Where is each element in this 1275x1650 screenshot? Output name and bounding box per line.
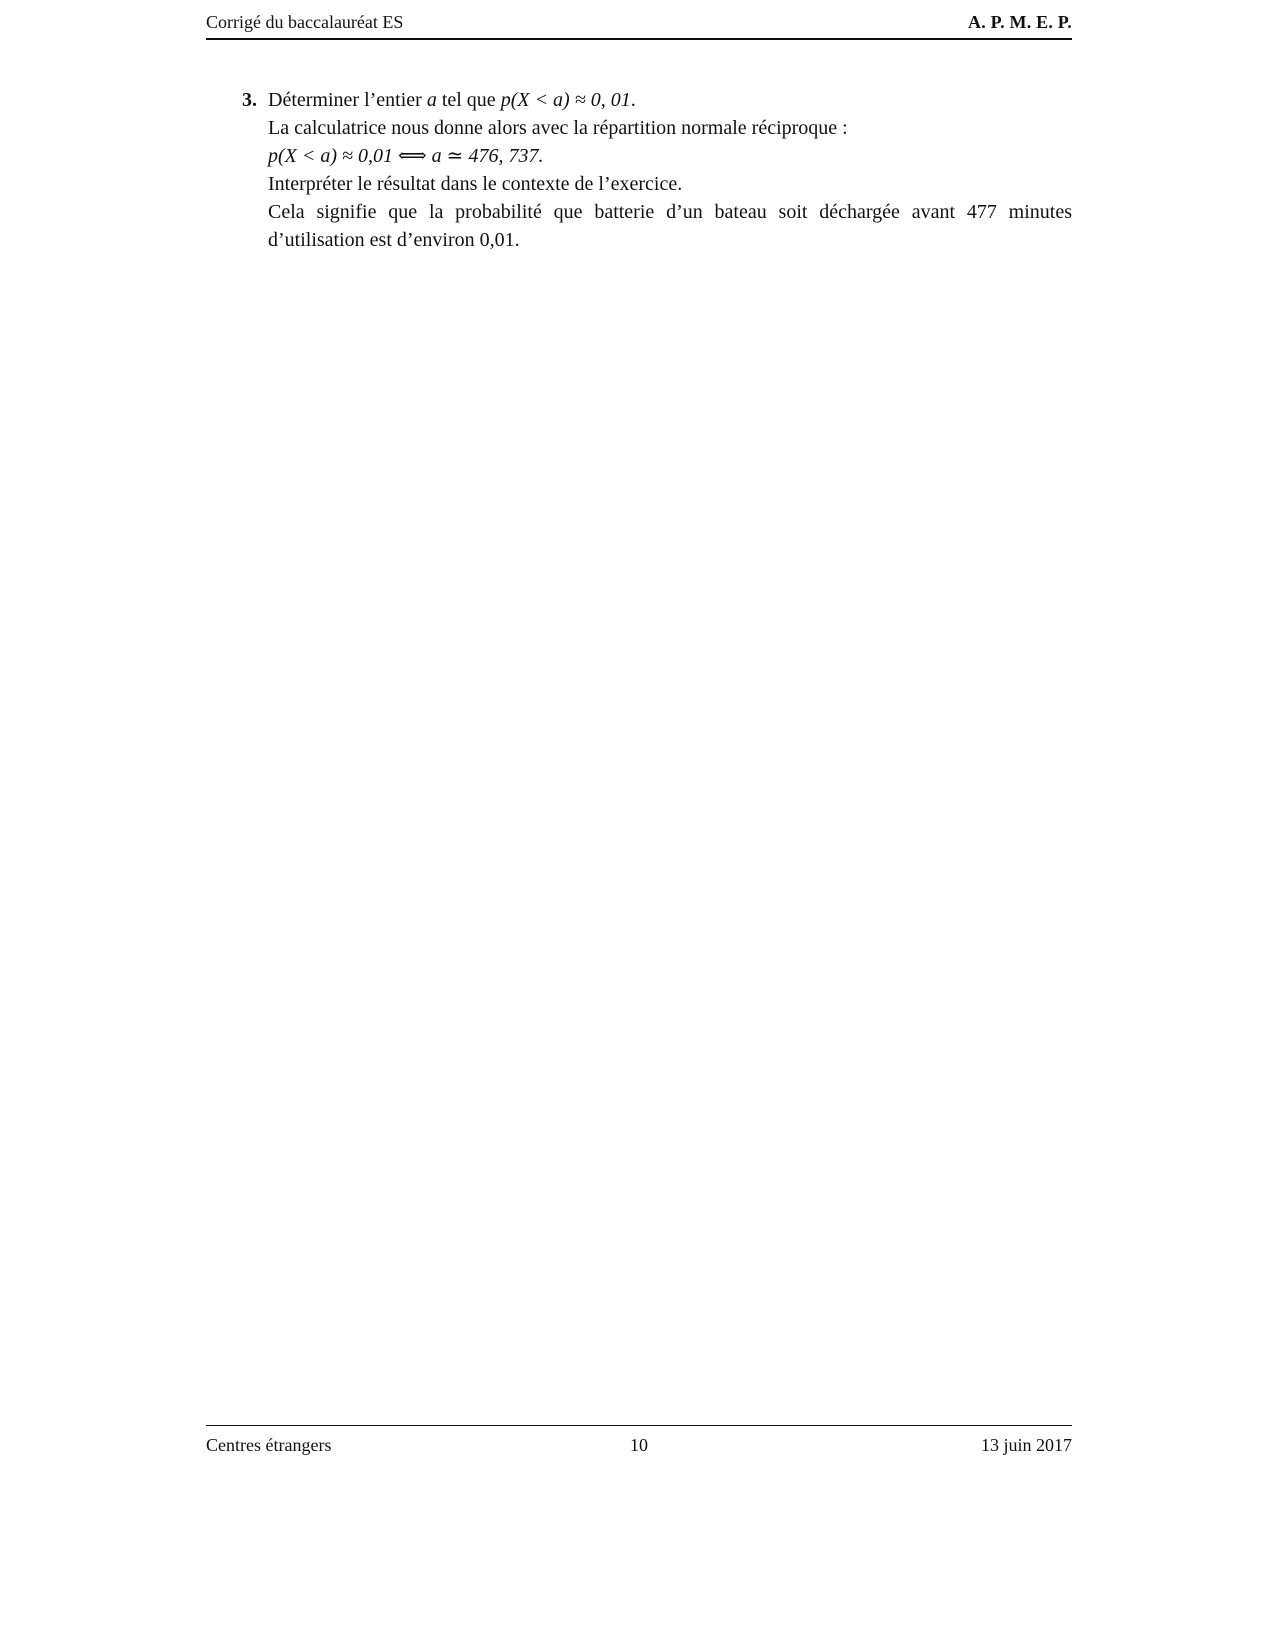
prompt-math: p(X < a) ≈ 0, 01 bbox=[500, 89, 631, 111]
header-organization: A. P. M. E. P. bbox=[968, 12, 1072, 32]
question-prompt bbox=[268, 86, 1072, 114]
footer-page-number: 10 bbox=[630, 1435, 648, 1455]
footer-date: 13 juin 2017 bbox=[980, 1435, 1072, 1455]
header-title: Corrigé du baccalauréat ES bbox=[206, 12, 404, 32]
prompt-variable: a bbox=[426, 89, 437, 111]
question-number: 3. bbox=[242, 89, 257, 111]
prompt-prefix: Déterminer l’entier bbox=[268, 89, 427, 111]
prompt-suffix: . bbox=[630, 89, 636, 111]
page-header bbox=[206, 8, 1072, 40]
prompt-middle: tel que bbox=[436, 89, 501, 111]
interpretation-prompt: Interpréter le résultat dans le contexte de l’exercice. bbox=[268, 173, 683, 195]
question-3 bbox=[206, 86, 1072, 254]
calculator-statement: La calculatrice nous donne alors avec la répartition normale réciproque : bbox=[268, 117, 848, 139]
main-content bbox=[206, 86, 1072, 254]
page-footer bbox=[206, 1425, 1072, 1456]
inverse-normal-equation: p(X < a) ≈ 0,01 ⟺ a ≃ 476, 737. bbox=[268, 145, 544, 167]
footer-exam-center: Centres étrangers bbox=[206, 1435, 332, 1455]
interpretation-answer: Cela signifie que la probabilité que batterie d’un bateau soit déchargée avant 477 minutes d’utilisation est d’environ 0,01. bbox=[268, 201, 1072, 251]
